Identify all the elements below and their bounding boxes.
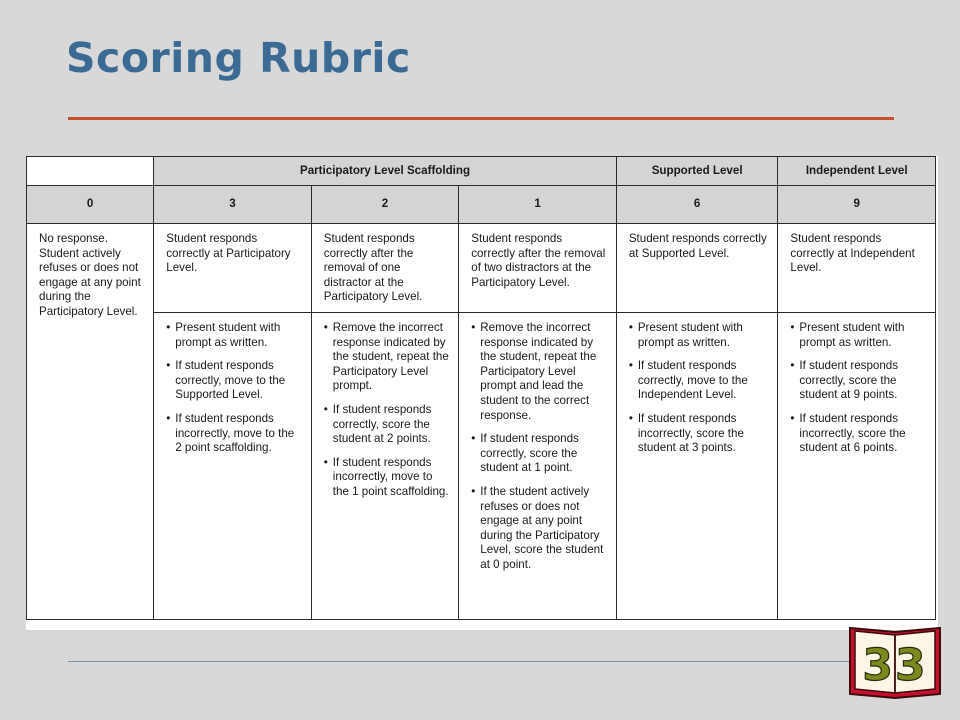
instruction-item: • If student responds correctly, score the student at 1 point. [471,432,608,476]
instruction-list [790,321,927,456]
instruction-item: • If student responds incorrectly, score the student at 3 points. [629,412,770,456]
page-number: 33 [862,640,928,691]
instruction-item: • If student responds correctly, move to the Independent Level. [629,359,770,403]
score-header-2: 2 [311,186,458,224]
footer-divider [68,661,858,662]
instruction-cell-1 [459,313,617,620]
description-cell-2: Student responds correctly after the removal of one distractor at the Participatory Level. [311,224,458,313]
slide-title: Scoring Rubric [66,34,411,82]
description-cell-3: Student responds correctly at Participatory Level. [154,224,312,313]
description-cell-1: Student responds correctly after the removal of two distractors at the Participatory Level. [459,224,617,313]
page-number-book-icon [846,622,944,700]
participatory-level-header: Participatory Level Scaffolding [154,157,617,186]
score-header-9: 9 [778,186,936,224]
description-row [27,224,936,313]
description-cell-6: Student responds correctly at Supported Level. [616,224,778,313]
instruction-list [471,321,608,573]
instruction-item: • If student responds correctly, score the student at 9 points. [790,359,927,403]
instruction-item: • Present student with prompt as written. [790,321,927,350]
instruction-list [166,321,303,456]
instruction-row [27,313,936,620]
instruction-item: • If student responds correctly, move to the Supported Level. [166,359,303,403]
instruction-item: • Remove the incorrect response indicated by the student, repeat the Participatory Level prompt. [324,321,450,394]
rubric-table-frame [26,156,938,630]
instruction-item: • If student responds correctly, score the student at 2 points. [324,403,450,447]
score-header-0: 0 [27,186,154,224]
instruction-item: • If student responds incorrectly, move to the 1 point scaffolding. [324,456,450,500]
score-header-6: 6 [616,186,778,224]
instruction-item: • If student responds incorrectly, move to the 2 point scaffolding. [166,412,303,456]
group-header-row [27,157,936,186]
instruction-item: • Remove the incorrect response indicated by the student, repeat the Participatory Level prompt and lead the student to the correct response. [471,321,608,423]
instruction-cell-9 [778,313,936,620]
instruction-cell-6 [616,313,778,620]
description-cell-9: Student responds correctly at Independent Level. [778,224,936,313]
instruction-item: • Present student with prompt as written. [166,321,303,350]
independent-level-header: Independent Level [778,157,936,186]
instruction-item: • If student responds incorrectly, score the student at 6 points. [790,412,927,456]
instruction-cell-2 [311,313,458,620]
description-cell-0: No response. Student actively refuses or does not engage at any point during the Participatory Level. [27,224,154,620]
supported-level-header: Supported Level [616,157,778,186]
instruction-list [324,321,450,500]
instruction-cell-3 [154,313,312,620]
instruction-list [629,321,770,456]
header-blank-cell [27,157,154,186]
title-underline [68,117,894,120]
instruction-item: • Present student with prompt as written. [629,321,770,350]
scoring-rubric-table [26,156,936,620]
score-header-1: 1 [459,186,617,224]
score-header-3: 3 [154,186,312,224]
score-header-row [27,186,936,224]
instruction-item: • If the student actively refuses or does not engage at any point during the Participatory Level, score the student at 0 point. [471,485,608,573]
